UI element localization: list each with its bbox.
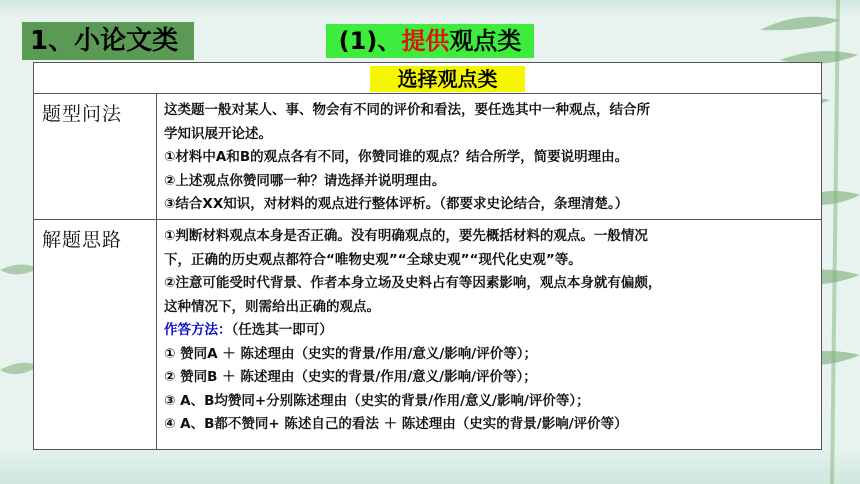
list-item: ②注意可能受时代背景、作者本身立场及史料占有等因素影响，观点本身就有偏颇，: [164, 275, 662, 291]
subtype-highlight: 提供: [401, 27, 450, 55]
list-item: ②上述观点你赞同哪一种？请选择并说明理由。: [164, 172, 446, 189]
row-content-question-types: [164, 99, 814, 217]
list-item: 这种情况下，则需给出正确的观点。: [164, 298, 380, 315]
method-note: （任选其一即可）: [231, 322, 333, 338]
list-item: ①材料中A和B的观点各有不同，你赞同谁的观点？结合所学，简要说明理由。: [164, 149, 629, 165]
background-bottom-band: [0, 444, 860, 484]
table-heading: 选择观点类: [370, 66, 525, 92]
subtype-title-tag: [326, 24, 534, 58]
method-item: ① 赞同A ＋ 陈述理由（史实的背景/作用/意义/影响/评价等）；: [164, 345, 537, 362]
list-item: 学知识展开论述。: [164, 125, 272, 142]
list-item: 这类题一般对某人、事、物会有不同的评价和看法，要任选其中一种观点，结合所: [164, 102, 650, 118]
method-item: ③ A、B均赞同+分别陈述理由（史实的背景/作用/意义/影响/评价等）；: [164, 392, 590, 409]
method-item: ④ A、B都不赞同+ 陈述自己的看法 ＋ 陈述理由（史实的背景/影响/评价等）: [164, 416, 628, 432]
content-table: [33, 62, 822, 450]
row-label-question-types: 题型问法: [42, 103, 123, 125]
subtype-suffix: 观点类: [449, 27, 522, 55]
table-heading-row: [34, 63, 821, 94]
method-heading-line: [164, 319, 814, 343]
list-item: ③结合XX知识，对材料的观点进行整体评析。（都要求史论结合，条理清楚。）: [164, 196, 629, 212]
method-item: ② 赞同B ＋ 陈述理由（史实的背景/作用/意义/影响/评价等）；: [164, 369, 537, 385]
subtype-prefix: (1)、: [338, 27, 402, 55]
column-divider: [156, 93, 157, 449]
list-item: 下，正确的历史观点都符合“唯物史观”“全球史观”“现代化史观”等。: [164, 251, 582, 268]
row-content-solution-ideas: [164, 225, 814, 437]
row-label-solution-ideas: 解题思路: [42, 229, 123, 251]
section-title-tag: 1、小论文类: [22, 22, 194, 60]
method-title: 作答方法：: [164, 322, 232, 338]
list-item: ①判断材料观点本身是否正确。没有明确观点的，要先概括材料的观点。一般情况: [164, 228, 648, 244]
background-top-band: [0, 0, 860, 18]
row-divider: [34, 219, 821, 220]
